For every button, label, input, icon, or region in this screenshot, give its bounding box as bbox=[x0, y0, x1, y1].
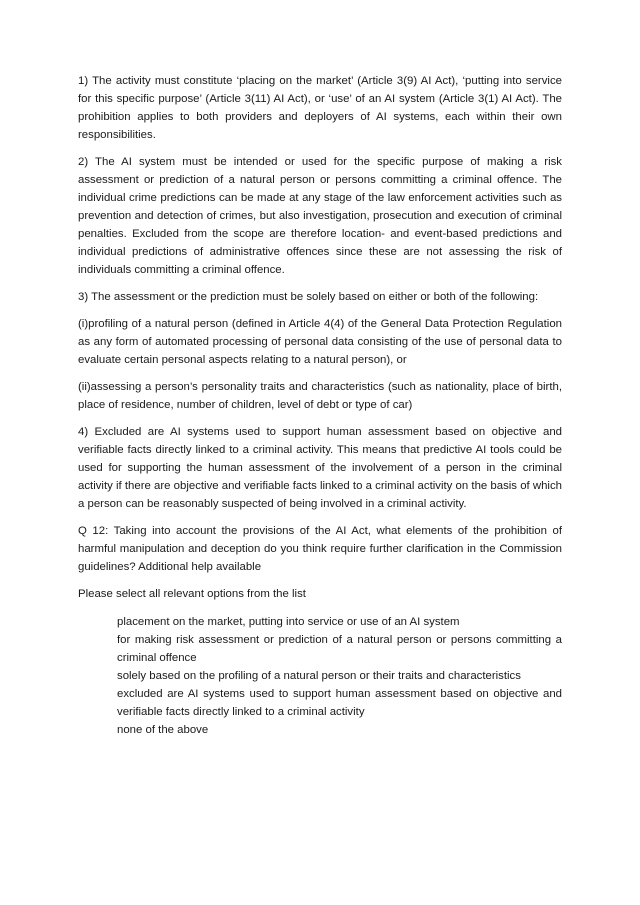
paragraph-condition-3: 3) The assessment or the prediction must be solely based on either or both of the following: bbox=[78, 291, 539, 303]
select-instruction: Please select all relevant options from the list bbox=[78, 588, 306, 600]
paragraph-condition-4: 4) Excluded are AI systems used to support human assessment based on objective and verifiable facts directly linked to a criminal activity. This means that predictive AI tools could be used for supporting the human assessment of the involvement of a person in the criminal activity if there are objective and verifiable facts linked to a criminal activity on the basis of which a person can be reasonably suspected of being involved in a criminal activity. bbox=[78, 426, 562, 510]
document-page bbox=[78, 72, 562, 739]
option-risk-assessment[interactable]: for making risk assessment or prediction of a natural person or persons committing a criminal offence bbox=[117, 634, 562, 664]
option-solely-profiling[interactable]: solely based on the profiling of a natural person or their traits and characteristics bbox=[117, 670, 521, 682]
options-list bbox=[117, 613, 562, 739]
option-placement-on-market[interactable]: placement on the market, putting into service or use of an AI system bbox=[117, 616, 460, 628]
option-none-of-the-above[interactable]: none of the above bbox=[117, 724, 209, 736]
paragraph-condition-2: 2) The AI system must be intended or used for the specific purpose of making a risk assessment or prediction of a natural person or persons committing a criminal offence. The individual crime predictions can be made at any stage of the law enforcement activities such as prevention and detection of crimes, but also investigation, prosecution and execution of criminal penalties. Excluded from the scope are therefore location- and event-based predictions and individual predictions of administrative offences since these are not assessing the risk of individuals committing a criminal offence. bbox=[78, 156, 562, 276]
option-excluded-systems[interactable]: excluded are AI systems used to support human assessment based on objective and verifiable facts directly linked to a criminal activity bbox=[117, 688, 562, 718]
paragraph-condition-1: 1) The activity must constitute ‘placing on the market’ (Article 3(9) AI Act), ‘putting into service for this specific purpose’ (Article 3(11) AI Act), or ‘use’ of an AI system (Article 3(1) AI Act). The prohibition applies to both providers and deployers of AI systems, each within their own responsibilities. bbox=[78, 75, 562, 141]
paragraph-profiling: (i)profiling of a natural person (defined in Article 4(4) of the General Data Protection Regulation as any form of automated processing of personal data consisting of the use of personal data to evaluate certain personal aspects relating to a natural person), or bbox=[78, 318, 562, 366]
paragraph-traits: (ii)assessing a person’s personality traits and characteristics (such as nationality, place of birth, place of residence, number of children, level of debt or type of car) bbox=[78, 381, 562, 411]
question-12: Q 12: Taking into account the provisions of the AI Act, what elements of the prohibition of harmful manipulation and deception do you think require further clarification in the Commission guidelines? Additional help available bbox=[78, 525, 562, 573]
